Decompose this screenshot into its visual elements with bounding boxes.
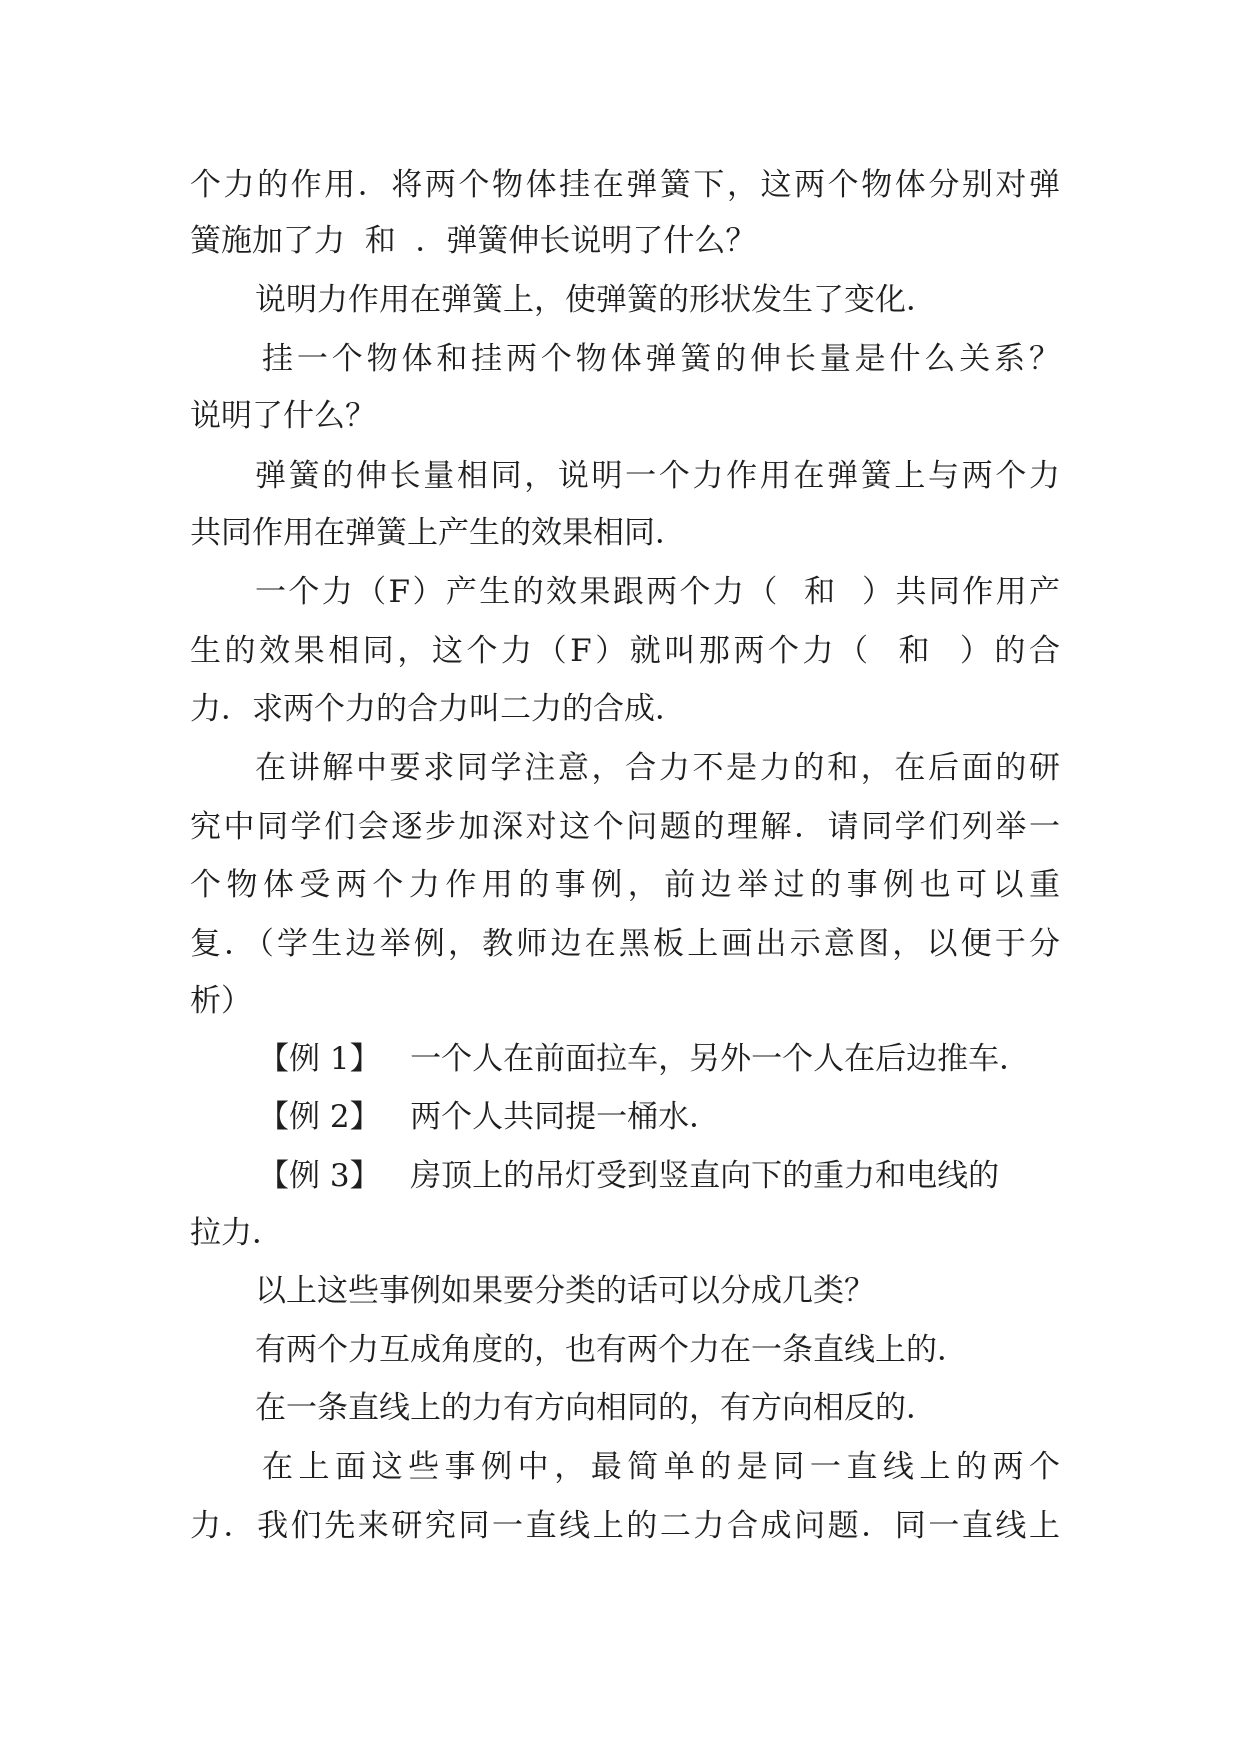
text-line: 生的效果相同，这个力（F）就叫那两个力（ 和 ）的合 xyxy=(190,633,1060,669)
example-line: 【例 1】 一个人在前面拉车，另外一个人在后边推车． xyxy=(258,1041,1031,1077)
text-line: 一个力（F）产生的效果跟两个力（ 和 ）共同作用产 xyxy=(255,574,1060,610)
text-line: 个力的作用．将两个物体挂在弹簧下，这两个物体分别对弹 xyxy=(190,167,1060,203)
text-line: 有两个力互成角度的，也有两个力在一条直线上的． xyxy=(255,1332,968,1368)
text-line: 在一条直线上的力有方向相同的，有方向相反的． xyxy=(255,1390,937,1426)
text-line: 析） xyxy=(190,983,252,1019)
text-line: 个物体受两个力作用的事例，前边举过的事例也可以重 xyxy=(190,867,1060,903)
text-line: 共同作用在弹簧上产生的效果相同． xyxy=(190,515,686,551)
text-line: 说明力作用在弹簧上，使弹簧的形状发生了变化． xyxy=(255,282,937,318)
text-line: 在讲解中要求同学注意，合力不是力的和，在后面的研 xyxy=(255,750,1060,786)
text-line: 簧施加了力 和 ．弹簧伸长说明了什么？ xyxy=(190,223,757,259)
example-line: 【例 2】 两个人共同提一桶水． xyxy=(258,1099,721,1135)
text-line: 复．（学生边举例，教师边在黑板上画出示意图，以便于分 xyxy=(190,926,1060,962)
text-line: 力．我们先来研究同一直线上的二力合成问题．同一直线上 xyxy=(190,1508,1060,1544)
text-line: 在上面这些事例中，最简单的是同一直线上的两个 xyxy=(262,1449,1060,1485)
text-line: 弹簧的伸长量相同，说明一个力作用在弹簧上与两个力 xyxy=(255,458,1060,494)
example-line: 【例 3】 房顶上的吊灯受到竖直向下的重力和电线的 xyxy=(258,1158,1000,1194)
text-line: 以上这些事例如果要分类的话可以分成几类？ xyxy=(255,1273,875,1309)
text-line: 拉力． xyxy=(190,1215,283,1251)
text-line: 力．求两个力的合力叫二力的合成． xyxy=(190,691,686,727)
text-line: 究中同学们会逐步加深对这个问题的理解．请同学们列举一 xyxy=(190,809,1060,845)
text-line: 挂一个物体和挂两个物体弹簧的伸长量是什么关系？ xyxy=(262,341,1060,377)
text-line: 说明了什么？ xyxy=(190,398,376,434)
